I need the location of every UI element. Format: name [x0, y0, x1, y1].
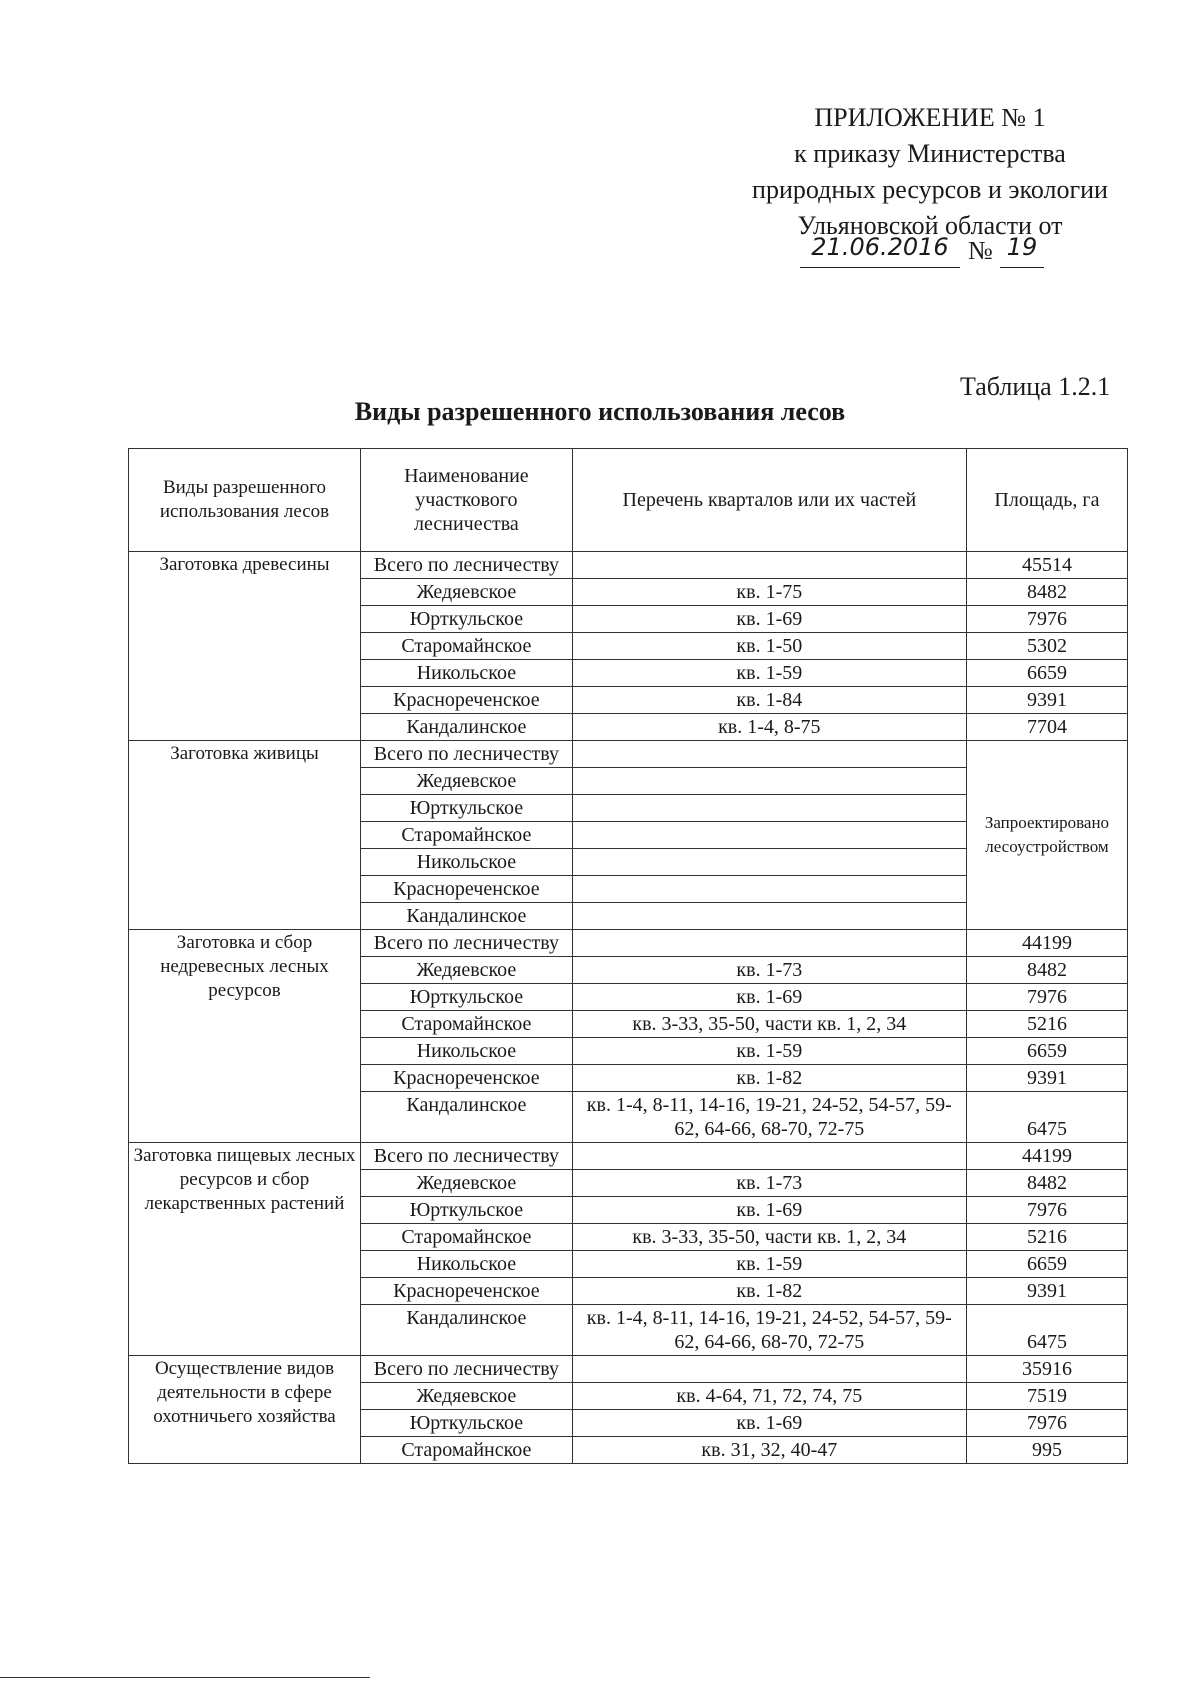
forest-name-cell: Кандалинское — [361, 714, 573, 741]
quarters-cell: кв. 1-69 — [572, 1197, 966, 1224]
forest-name-cell: Старомайнское — [361, 1224, 573, 1251]
quarters-cell: кв. 1-73 — [572, 957, 966, 984]
column-header-quarters: Перечень кварталов или их частей — [572, 449, 966, 552]
forest-name-cell: Никольское — [361, 1251, 573, 1278]
table-row — [129, 930, 1128, 957]
forest-total-cell: Всего по лесничеству — [361, 741, 573, 768]
forest-name-cell: Старомайнское — [361, 1437, 573, 1464]
area-cell: 8482 — [966, 1170, 1127, 1197]
quarters-cell: кв. 1-69 — [572, 984, 966, 1011]
column-header-area: Площадь, га — [966, 449, 1127, 552]
area-cell: 7519 — [966, 1383, 1127, 1410]
order-date: 21.06.2016 — [800, 233, 960, 268]
area-cell: 7704 — [966, 714, 1127, 741]
area-cell: 5302 — [966, 633, 1127, 660]
use-kind-cell: Заготовка древесины — [129, 552, 361, 741]
total-area-cell: 45514 — [966, 552, 1127, 579]
table-row — [129, 741, 1128, 768]
quarters-cell: кв. 1-84 — [572, 687, 966, 714]
document-title: Виды разрешенного использования лесов — [354, 397, 846, 426]
table-row — [129, 1356, 1128, 1383]
table-row — [129, 552, 1128, 579]
forest-name-cell: Жедяевское — [361, 1383, 573, 1410]
area-note-cell: Запроектировано лесоустройством — [966, 741, 1127, 930]
area-cell: 6659 — [966, 1251, 1127, 1278]
use-kind-cell: Заготовка живицы — [129, 741, 361, 930]
quarters-cell: кв. 1-69 — [572, 1410, 966, 1437]
quarters-cell: кв. 4-64, 71, 72, 74, 75 — [572, 1383, 966, 1410]
area-cell: 6475 — [966, 1092, 1127, 1143]
area-cell: 7976 — [966, 1410, 1127, 1437]
quarters-cell: кв. 1-82 — [572, 1065, 966, 1092]
area-cell: 7976 — [966, 984, 1127, 1011]
quarters-cell — [572, 930, 966, 957]
quarters-cell: кв. 1-82 — [572, 1278, 966, 1305]
forest-name-cell: Юрткульское — [361, 1197, 573, 1224]
area-cell: 8482 — [966, 579, 1127, 606]
forest-name-cell: Краснореченское — [361, 1278, 573, 1305]
quarters-cell: кв. 1-50 — [572, 633, 966, 660]
quarters-cell — [572, 1143, 966, 1170]
area-cell: 995 — [966, 1437, 1127, 1464]
quarters-cell — [572, 876, 966, 903]
quarters-cell — [572, 795, 966, 822]
forest-name-cell: Старомайнское — [361, 1011, 573, 1038]
forest-name-cell: Жедяевское — [361, 768, 573, 795]
quarters-cell: кв. 1-4, 8-11, 14-16, 19-21, 24-52, 54-57, 59-62, 64-66, 68-70, 72-75 — [572, 1092, 966, 1143]
area-cell: 9391 — [966, 1278, 1127, 1305]
area-cell: 6659 — [966, 1038, 1127, 1065]
forest-name-cell: Жедяевское — [361, 957, 573, 984]
quarters-cell — [572, 849, 966, 876]
forest-name-cell: Краснореченское — [361, 687, 573, 714]
table-label: Таблица 1.2.1 — [960, 372, 1111, 401]
table-row — [129, 1143, 1128, 1170]
ministry-line: природных ресурсов и экологии — [752, 175, 1108, 204]
quarters-cell: кв. 1-69 — [572, 606, 966, 633]
quarters-cell: кв. 1-75 — [572, 579, 966, 606]
order-number-label: № — [968, 236, 993, 265]
forest-name-cell: Юрткульское — [361, 1410, 573, 1437]
table-body — [129, 552, 1128, 1464]
column-header-kind: Виды разрешенного использования лесов — [129, 449, 361, 552]
quarters-cell — [572, 552, 966, 579]
forest-name-cell: Кандалинское — [361, 1305, 573, 1356]
area-cell: 8482 — [966, 957, 1127, 984]
forest-total-cell: Всего по лесничеству — [361, 930, 573, 957]
quarters-cell: кв. 1-4, 8-11, 14-16, 19-21, 24-52, 54-57, 59-62, 64-66, 68-70, 72-75 — [572, 1305, 966, 1356]
order-number: 19 — [1000, 233, 1044, 268]
appendix-title: ПРИЛОЖЕНИЕ № 1 — [814, 103, 1046, 132]
forest-name-cell: Юрткульское — [361, 795, 573, 822]
total-area-cell: 35916 — [966, 1356, 1127, 1383]
area-cell: 6659 — [966, 660, 1127, 687]
quarters-cell: кв. 1-59 — [572, 660, 966, 687]
quarters-cell — [572, 741, 966, 768]
quarters-cell: кв. 3-33, 35-50, части кв. 1, 2, 34 — [572, 1224, 966, 1251]
quarters-cell: кв. 1-73 — [572, 1170, 966, 1197]
forest-name-cell: Жедяевское — [361, 1170, 573, 1197]
order-line: к приказу Министерства — [794, 139, 1066, 168]
quarters-cell — [572, 1356, 966, 1383]
forest-name-cell: Старомайнское — [361, 633, 573, 660]
forest-name-cell: Старомайнское — [361, 822, 573, 849]
forest-name-cell: Краснореченское — [361, 1065, 573, 1092]
quarters-cell: кв. 1-59 — [572, 1251, 966, 1278]
area-cell: 9391 — [966, 1065, 1127, 1092]
column-header-forest: Наименование участкового лесничества — [361, 449, 573, 552]
forest-name-cell: Никольское — [361, 1038, 573, 1065]
quarters-cell: кв. 31, 32, 40-47 — [572, 1437, 966, 1464]
forest-total-cell: Всего по лесничеству — [361, 552, 573, 579]
forest-name-cell: Никольское — [361, 660, 573, 687]
forest-name-cell: Жедяевское — [361, 579, 573, 606]
forest-name-cell: Юрткульское — [361, 606, 573, 633]
area-cell: 7976 — [966, 1197, 1127, 1224]
use-kind-cell: Заготовка пищевых лесных ресурсов и сбор лекарственных растений — [129, 1143, 361, 1356]
appendix-header — [720, 100, 1140, 244]
quarters-cell — [572, 822, 966, 849]
quarters-cell — [572, 768, 966, 795]
area-cell: 9391 — [966, 687, 1127, 714]
forest-name-cell: Никольское — [361, 849, 573, 876]
page-bottom-rule — [0, 1677, 370, 1678]
area-cell: 7976 — [966, 606, 1127, 633]
use-kind-cell: Осуществление видов деятельности в сфере охотничьего хозяйства — [129, 1356, 361, 1464]
quarters-cell: кв. 1-59 — [572, 1038, 966, 1065]
forest-total-cell: Всего по лесничеству — [361, 1143, 573, 1170]
total-area-cell: 44199 — [966, 1143, 1127, 1170]
total-area-cell: 44199 — [966, 930, 1127, 957]
quarters-cell: кв. 3-33, 35-50, части кв. 1, 2, 34 — [572, 1011, 966, 1038]
forest-name-cell: Кандалинское — [361, 903, 573, 930]
quarters-cell: кв. 1-4, 8-75 — [572, 714, 966, 741]
area-cell: 6475 — [966, 1305, 1127, 1356]
use-kind-cell: Заготовка и сбор недревесных лесных ресурсов — [129, 930, 361, 1143]
forest-name-cell: Краснореченское — [361, 876, 573, 903]
area-cell: 5216 — [966, 1224, 1127, 1251]
area-cell: 5216 — [966, 1011, 1127, 1038]
region-line: Ульяновской области от — [797, 211, 1063, 240]
forest-total-cell: Всего по лесничеству — [361, 1356, 573, 1383]
forest-use-table — [128, 448, 1128, 1464]
table-header-row — [129, 449, 1128, 552]
forest-name-cell: Кандалинское — [361, 1092, 573, 1143]
forest-name-cell: Юрткульское — [361, 984, 573, 1011]
quarters-cell — [572, 903, 966, 930]
